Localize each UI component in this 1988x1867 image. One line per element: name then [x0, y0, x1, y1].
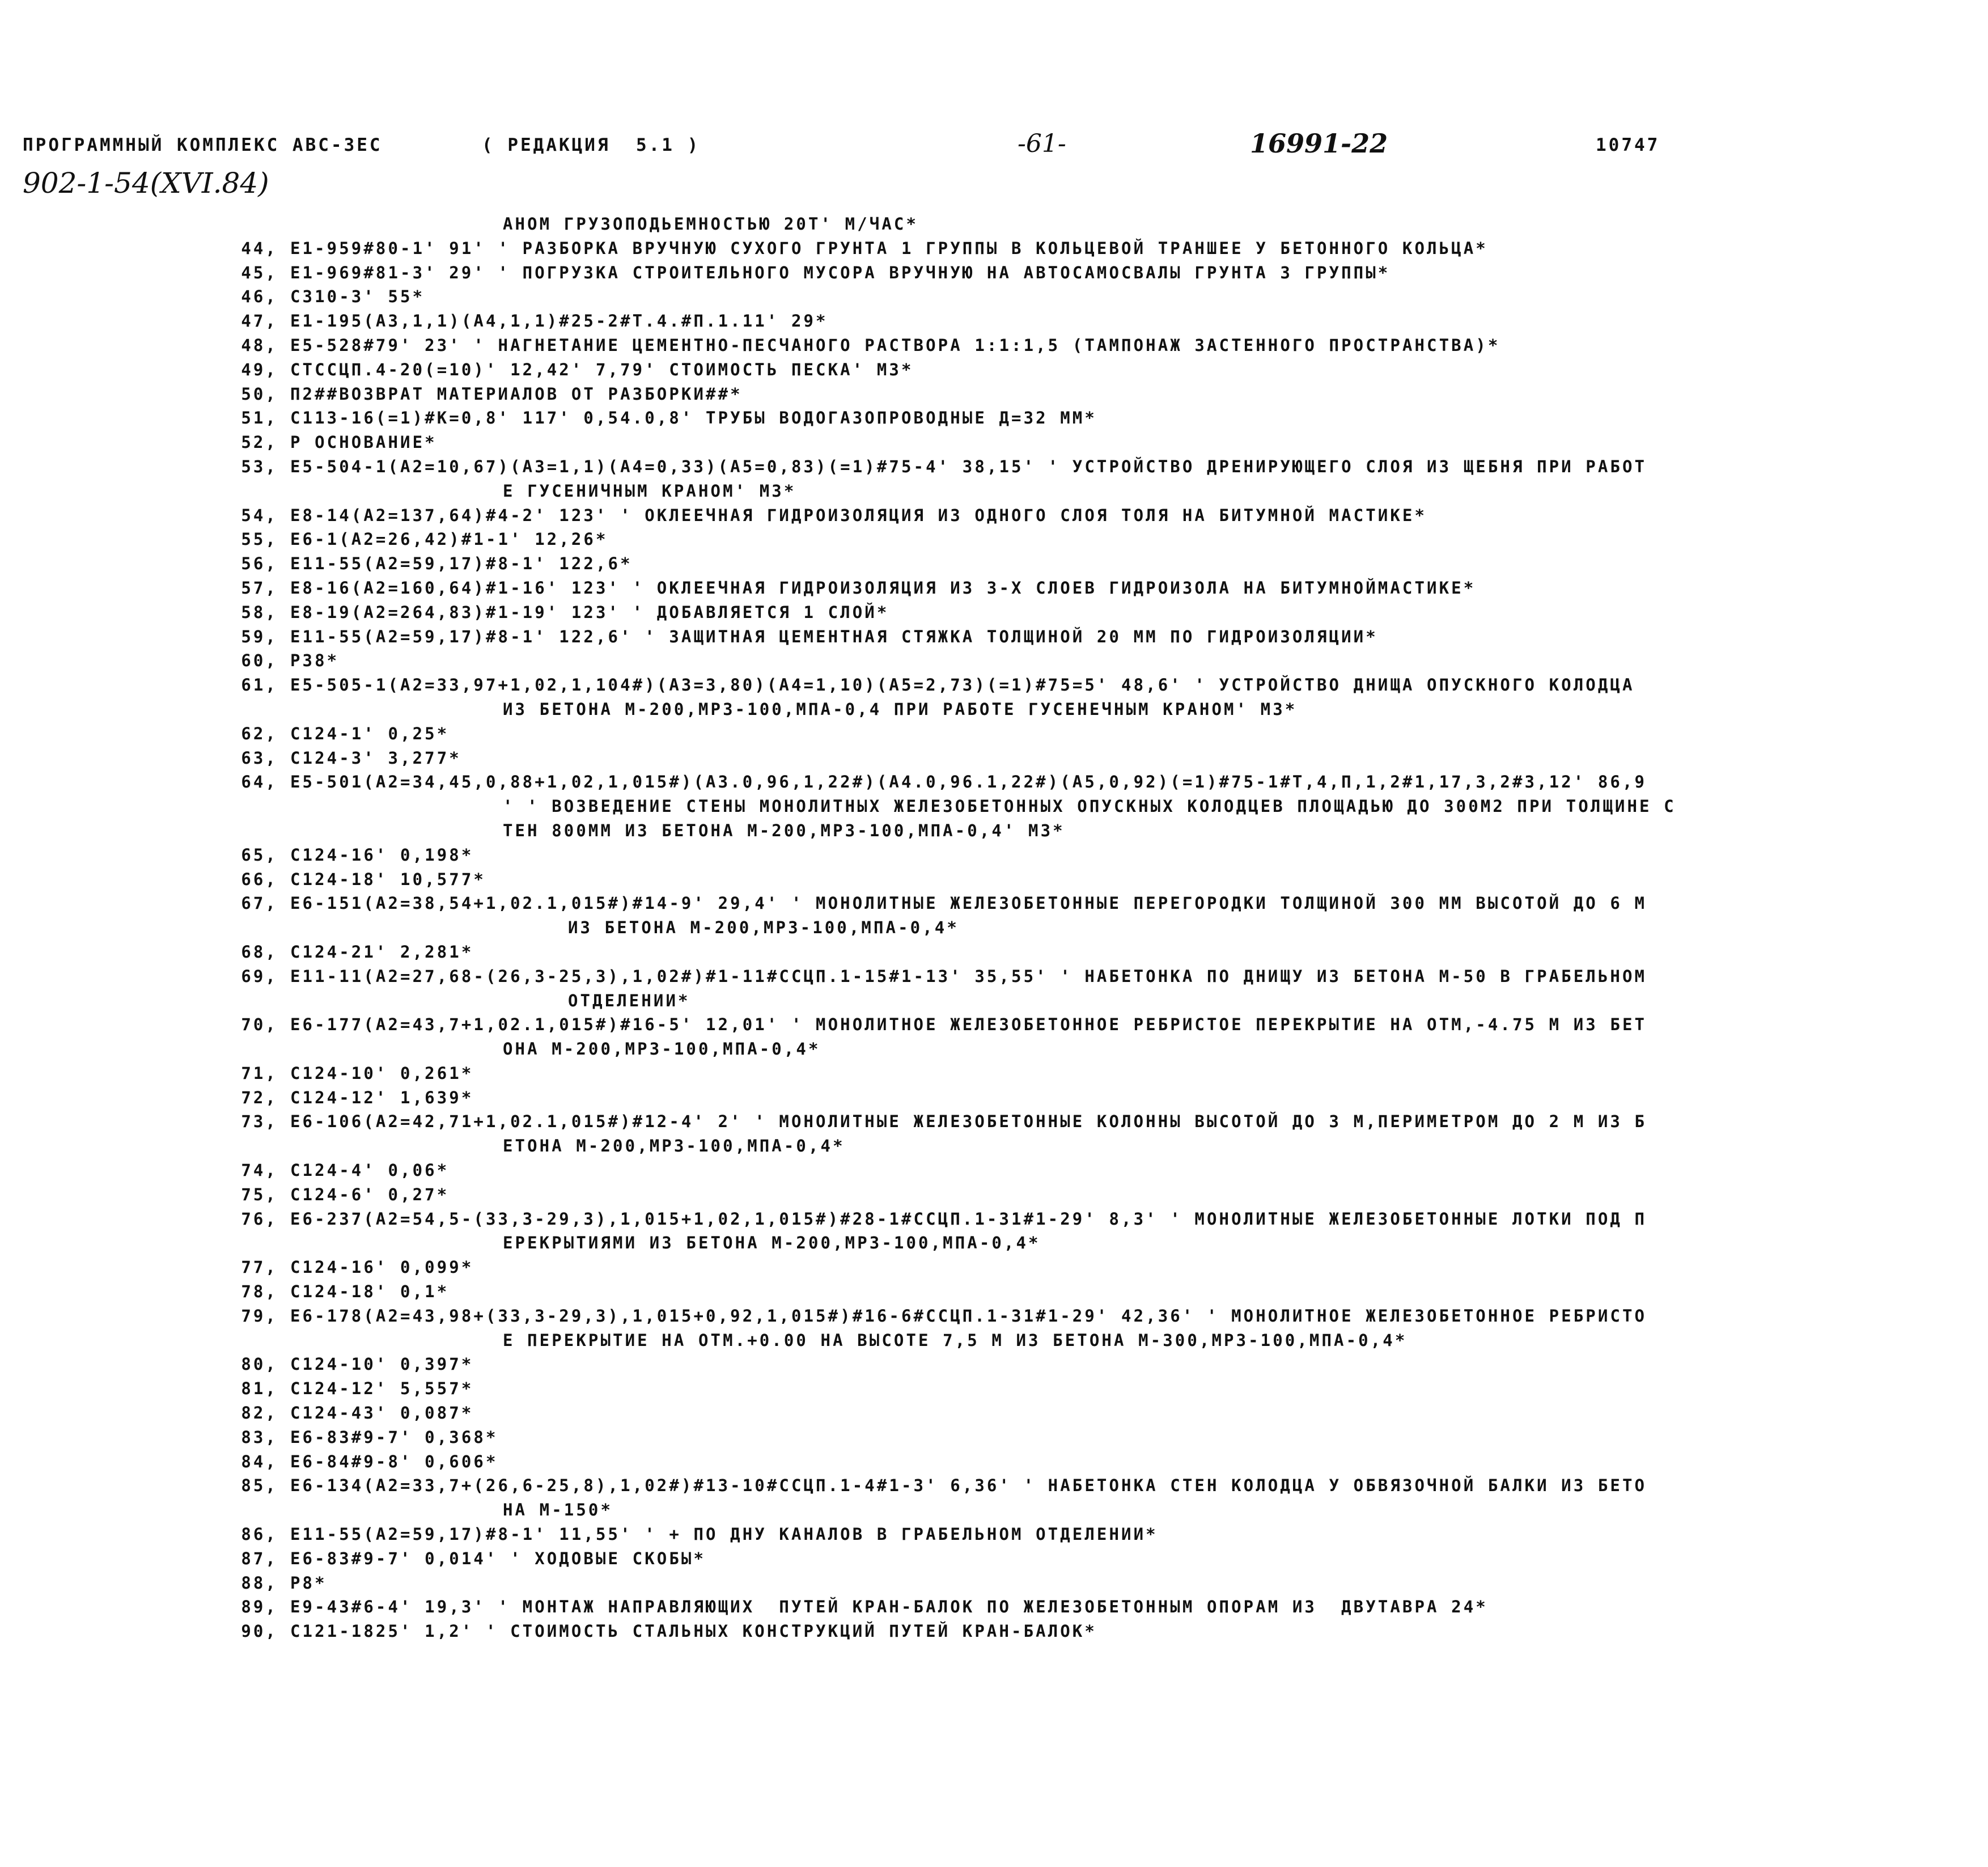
- line-text: C124-16' 0,198*: [290, 845, 474, 865]
- line-number: 53,: [241, 456, 278, 476]
- listing-line: [218, 1571, 1964, 1595]
- document-number: 16991-22: [1250, 128, 1388, 159]
- listing-line: [218, 382, 1964, 407]
- listing-line: [218, 1304, 1964, 1328]
- listing-line: [218, 455, 1964, 479]
- line-number: 88,: [241, 1573, 278, 1593]
- listing-line: [218, 1134, 1964, 1158]
- line-text: C124-6' 0,27*: [290, 1184, 450, 1204]
- listing-line: [218, 430, 1964, 455]
- line-number: 56,: [241, 554, 278, 574]
- listing-line: [218, 333, 1964, 358]
- line-text: C124-43' 0,087*: [290, 1403, 474, 1423]
- listing-line: [218, 1037, 1964, 1061]
- line-number: [218, 1498, 290, 1522]
- page-number: -61-: [1018, 129, 1066, 158]
- line-number: 50,: [241, 384, 278, 404]
- line-number: 68,: [241, 942, 278, 962]
- line-text: E6-178(A2=43,98+(33,3-29,3),1,015+0,92,1,015#)#16-6#ССЦП.1-31#1-29' 42,36' ' МОНОЛИТНОЕ ЖЕЛЕЗОБЕТОННОЕ РЕБРИСТО: [290, 1306, 1647, 1326]
- line-text: C124-10' 0,397*: [290, 1354, 474, 1374]
- line-text: C124-3' 3,277*: [290, 748, 461, 768]
- line-number: 75,: [241, 1184, 278, 1204]
- line-text: E11-55(A2=59,17)#8-1' 122,6' ' ЗАЩИТНАЯ ЦЕМЕНТНАЯ СТЯЖКА ТОЛЩИНОЙ 20 ММ ПО ГИДРОИЗОЛЯЦИИ*: [290, 626, 1378, 646]
- listing-line: [218, 1280, 1964, 1304]
- line-text: C124-16' 0,099*: [290, 1258, 474, 1277]
- line-text: E5-528#79' 23' ' НАГНЕТАНИЕ ЦЕМЕНТНО-ПЕСЧАНОГО РАСТВОРА 1:1:1,5 (ТАМПОНАЖ ЗАСТЕННОГО ПРОСТРАНСТВА)*: [290, 335, 1500, 355]
- listing-line: [218, 552, 1964, 576]
- line-text: E6-83#9-7' 0,368*: [290, 1427, 498, 1447]
- listing-line: [218, 1425, 1964, 1450]
- line-number: [218, 916, 290, 940]
- listing-line: [218, 1013, 1964, 1037]
- line-text: ' ' ВОЗВЕДЕНИЕ СТЕНЫ МОНОЛИТНЫХ ЖЕЛЕЗОБЕТОННЫХ ОПУСКНЫХ КОЛОДЦЕВ ПЛОЩАДЬЮ ДО 300М2 ПРИ ТОЛЩИНЕ С: [503, 797, 1676, 816]
- line-text: E8-19(A2=264,83)#1-19' 123' ' ДОБАВЛЯЕТСЯ 1 СЛОЙ*: [290, 602, 889, 622]
- line-number: 69,: [241, 966, 278, 986]
- line-number: 65,: [241, 845, 278, 865]
- line-number: [218, 1231, 290, 1255]
- listing-line: [218, 406, 1964, 430]
- line-number: 51,: [241, 408, 278, 428]
- line-text: CTCCЦП.4-20(=10)' 12,42' 7,79' СТОИМОСТЬ ПЕСКА' М3*: [290, 359, 914, 379]
- line-text: E8-16(A2=160,64)#1-16' 123' ' ОКЛЕЕЧНАЯ ГИДРОИЗОЛЯЦИЯ ИЗ 3-Х СЛОЕВ ГИДРОИЗОЛА НА БИТУМНОЙМАСТИКЕ*: [290, 578, 1476, 598]
- line-number: 59,: [241, 626, 278, 646]
- line-number: 57,: [241, 578, 278, 598]
- listing-line: [218, 964, 1964, 989]
- line-number: 48,: [241, 335, 278, 355]
- edition-label: ( РЕДАКЦИЯ 5.1 ): [482, 135, 701, 155]
- listing-line: [218, 527, 1964, 552]
- line-number: 62,: [241, 723, 278, 743]
- line-text: E1-969#81-3' 29' ' ПОГРУЗКА СТРОИТЕЛЬНОГО МУСОРА ВРУЧНУЮ НА АВТОСАМОСВАЛЫ ГРУНТА 3 ГРУППЫ*: [290, 263, 1391, 282]
- listing-line: [218, 819, 1964, 843]
- listing-line: [218, 1328, 1964, 1353]
- listing-line: [218, 770, 1964, 794]
- line-number: 74,: [241, 1161, 278, 1180]
- line-text: П2##ВОЗВРАТ МАТЕРИАЛОВ ОТ РАЗБОРКИ##*: [290, 384, 743, 404]
- listing-line: [218, 1474, 1964, 1498]
- line-number: 70,: [241, 1015, 278, 1035]
- line-text: E6-1(A2=26,42)#1-1' 12,26*: [290, 530, 608, 549]
- line-number: [218, 212, 290, 236]
- listing-line: [218, 1401, 1964, 1425]
- line-text: E11-55(A2=59,17)#8-1' 122,6*: [290, 554, 633, 574]
- line-text: C121-1825' 1,2' ' СТОИМОСТЬ СТАЛЬНЫХ КОНСТРУКЦИЙ ПУТЕЙ КРАН-БАЛОК*: [290, 1622, 1097, 1641]
- listing-line: [218, 794, 1964, 819]
- line-text: E8-14(A2=137,64)#4-2' 123' ' ОКЛЕЕЧНАЯ ГИДРОИЗОЛЯЦИЯ ИЗ ОДНОГО СЛОЯ ТОЛЯ НА БИТУМНОЙ МАСТИКЕ*: [290, 505, 1427, 525]
- line-text: P38*: [290, 651, 340, 671]
- line-text: E6-84#9-8' 0,606*: [290, 1451, 498, 1471]
- line-text: C124-18' 10,577*: [290, 869, 486, 889]
- line-number: 76,: [241, 1209, 278, 1229]
- listing-line: [218, 722, 1964, 746]
- line-text: E6-237(A2=54,5-(33,3-29,3),1,015+1,02,1,015#)#28-1#ССЦП.1-31#1-29' 8,3' ' МОНОЛИТНЫЕ ЖЕЛЕЗОБЕТОННЫЕ ЛОТКИ ПОД П: [290, 1209, 1647, 1229]
- listing-line: [218, 212, 1964, 236]
- line-number: [218, 794, 290, 819]
- listing-line: [218, 1255, 1964, 1280]
- listing-line: [218, 625, 1964, 649]
- line-number: [218, 479, 290, 503]
- listing-line: [218, 1231, 1964, 1255]
- listing-line: [218, 1595, 1964, 1619]
- line-text: C124-12' 1,639*: [290, 1087, 474, 1107]
- line-text: ТЕН 800ММ ИЗ БЕТОНА М-200,МРЗ-100,МПА-0,4' М3*: [503, 820, 1065, 840]
- listing-line: [218, 261, 1964, 285]
- line-number: 61,: [241, 675, 278, 695]
- line-number: 46,: [241, 287, 278, 307]
- line-number: 84,: [241, 1451, 278, 1471]
- line-number: 83,: [241, 1427, 278, 1447]
- line-text: E6-106(A2=42,71+1,02.1,015#)#12-4' 2' ' МОНОЛИТНЫЕ ЖЕЛЕЗОБЕТОННЫЕ КОЛОННЫ ВЫСОТОЙ ДО 3 М,ПЕРИМЕТРОМ ДО 2 М ИЗ Б: [290, 1112, 1647, 1132]
- line-number: 66,: [241, 869, 278, 889]
- line-number: 79,: [241, 1306, 278, 1326]
- listing-line: [218, 1498, 1964, 1522]
- line-text: ОНА М-200,МРЗ-100,МПА-0,4*: [503, 1039, 821, 1059]
- line-number: [218, 1037, 290, 1061]
- line-text: ИЗ БЕТОНА М-200,МРЗ-100,МПА-0,4*: [568, 918, 959, 938]
- listing-line: [218, 867, 1964, 892]
- listing-line: [218, 673, 1964, 697]
- line-text: C124-21' 2,281*: [290, 942, 474, 962]
- line-text: E6-134(A2=33,7+(26,6-25,8),1,02#)#13-10#ССЦП.1-4#1-3' 6,36' ' НАБЕТОНКА СТЕН КОЛОДЦА У ОБВЯЗОЧНОЙ БАЛКИ ИЗ БЕТО: [290, 1476, 1647, 1496]
- listing-line: [218, 1450, 1964, 1474]
- line-number: 89,: [241, 1597, 278, 1617]
- line-text: C124-1' 0,25*: [290, 723, 450, 743]
- line-text: E6-151(A2=38,54+1,02.1,015#)#14-9' 29,4' ' МОНОЛИТНЫЕ ЖЕЛЕЗОБЕТОННЫЕ ПЕРЕГОРОДКИ ТОЛЩИНОЙ 300 ММ ВЫСОТОЙ ДО 6 М: [290, 894, 1647, 913]
- listing-line: [218, 1377, 1964, 1401]
- line-number: 82,: [241, 1403, 278, 1423]
- listing-line: [218, 1110, 1964, 1134]
- line-number: 81,: [241, 1379, 278, 1399]
- line-text: E9-43#6-4' 19,3' ' МОНТАЖ НАПРАВЛЯЮЩИХ ПУТЕЙ КРАН-БАЛОК ПО ЖЕЛЕЗОБЕТОННЫМ ОПОРАМ ИЗ ДВУТАВРА 24*: [290, 1597, 1488, 1617]
- line-number: 80,: [241, 1354, 278, 1374]
- listing-line: [218, 503, 1964, 528]
- line-number: [218, 989, 290, 1013]
- line-text: ОТДЕЛЕНИИ*: [568, 990, 690, 1010]
- listing-line: [218, 916, 1964, 940]
- listing-line: [218, 649, 1964, 673]
- line-number: 55,: [241, 530, 278, 549]
- listing-line: [218, 940, 1964, 964]
- listing-line: [218, 697, 1964, 722]
- listing-line: [218, 1207, 1964, 1231]
- line-number: [218, 1134, 290, 1158]
- line-number: 72,: [241, 1087, 278, 1107]
- line-text: ЕРЕКРЫТИЯМИ ИЗ БЕТОНА М-200,МРЗ-100,МПА-0,4*: [503, 1233, 1041, 1253]
- line-text: E5-505-1(A2=33,97+1,02,1,104#)(A3=3,80)(A4=1,10)(A5=2,73)(=1)#75=5' 48,6' ' УСТРОЙСТВО ДНИЩА ОПУСКНОГО КОЛОДЦА: [290, 675, 1635, 695]
- listing-line: [218, 358, 1964, 382]
- line-text: C124-18' 0,1*: [290, 1282, 450, 1302]
- line-number: 71,: [241, 1063, 278, 1083]
- line-text: E6-177(A2=43,7+1,02.1,015#)#16-5' 12,01' ' МОНОЛИТНОЕ ЖЕЛЕЗОБЕТОННОЕ РЕБРИСТОЕ ПЕРЕКРЫТИЕ НА ОТМ,-4.75 М ИЗ БЕТ: [290, 1015, 1647, 1035]
- listing-line: [218, 1183, 1964, 1207]
- line-text: C124-12' 5,557*: [290, 1379, 474, 1399]
- line-text: ИЗ БЕТОНА М-200,МРЗ-100,МПА-0,4 ПРИ РАБОТЕ ГУСЕНЕЧНЫМ КРАНОМ' М3*: [503, 699, 1298, 719]
- listing-line: [218, 1086, 1964, 1110]
- listing-line: [218, 891, 1964, 916]
- line-number: 64,: [241, 772, 278, 792]
- line-text: E11-11(A2=27,68-(26,3-25,3),1,02#)#1-11#ССЦП.1-15#1-13' 35,55' ' НАБЕТОНКА ПО ДНИЩУ ИЗ БЕТОНА М-50 В ГРАБЕЛЬНОМ: [290, 966, 1647, 986]
- line-text: E1-195(A3,1,1)(A4,1,1)#25-2#T.4.#П.1.11' 29*: [290, 311, 828, 331]
- line-number: 86,: [241, 1525, 278, 1544]
- handwritten-stamp: 902-1-54(XVI.84): [23, 167, 269, 200]
- listing-line: [218, 1061, 1964, 1086]
- line-number: 44,: [241, 238, 278, 258]
- listing-line: [218, 1619, 1964, 1644]
- line-number: 85,: [241, 1476, 278, 1496]
- line-number: 73,: [241, 1112, 278, 1132]
- line-number: 49,: [241, 359, 278, 379]
- line-text: E1-959#80-1' 91' ' РАЗБОРКА ВРУЧНУЮ СУХОГО ГРУНТА 1 ГРУППЫ В КОЛЬЦЕВОЙ ТРАНШЕЕ У БЕТОННОГО КОЛЬЦА*: [290, 238, 1488, 258]
- listing-line: [218, 1352, 1964, 1377]
- line-number: 90,: [241, 1622, 278, 1641]
- listing-line: [218, 843, 1964, 867]
- line-number: 58,: [241, 602, 278, 622]
- line-text: АНОМ ГРУЗОПОДЬЕМНОСТЬЮ 20Т' М/ЧАС*: [503, 214, 919, 234]
- line-text: E6-83#9-7' 0,014' ' ХОДОВЫЕ СКОБЫ*: [290, 1548, 706, 1568]
- line-text: ЕТОНА М-200,МРЗ-100,МПА-0,4*: [503, 1136, 845, 1156]
- listing-line: [218, 1547, 1964, 1571]
- line-number: 63,: [241, 748, 278, 768]
- line-text: C124-10' 0,261*: [290, 1063, 474, 1083]
- line-number: 45,: [241, 263, 278, 282]
- listing-line: [218, 309, 1964, 333]
- line-text: E5-504-1(A2=10,67)(A3=1,1)(A4=0,33)(A5=0,83)(=1)#75-4' 38,15' ' УСТРОЙСТВО ДРЕНИРУЮЩЕГО СЛОЯ ИЗ ЩЕБНЯ ПРИ РАБОТ: [290, 456, 1647, 476]
- listing-line: [218, 285, 1964, 309]
- line-text: C310-3' 55*: [290, 287, 425, 307]
- line-number: 52,: [241, 433, 278, 452]
- document-code: 10747: [1596, 135, 1660, 155]
- line-text: Е ГУСЕНИЧНЫМ КРАНОМ' М3*: [503, 481, 796, 501]
- listing-line: [218, 746, 1964, 770]
- line-text: E5-501(A2=34,45,0,88+1,02,1,015#)(A3.0,96,1,22#)(A4.0,96.1,22#)(A5,0,92)(=1)#75-1#T,4,П,1,2#1,17,3,2#3,12' 86,9: [290, 772, 1647, 792]
- line-text: НА М-150*: [503, 1500, 613, 1520]
- line-text: P ОСНОВАНИЕ*: [290, 433, 437, 452]
- line-number: 54,: [241, 505, 278, 525]
- line-number: [218, 1328, 290, 1353]
- line-text: C124-4' 0,06*: [290, 1161, 450, 1180]
- listing-line: [218, 236, 1964, 261]
- listing-line: [218, 576, 1964, 600]
- line-number: [218, 819, 290, 843]
- listing-line: [218, 1158, 1964, 1183]
- line-number: [218, 697, 290, 722]
- line-number: 77,: [241, 1258, 278, 1277]
- line-number: 60,: [241, 651, 278, 671]
- line-text: E11-55(A2=59,17)#8-1' 11,55' ' + ПО ДНУ КАНАЛОВ В ГРАБЕЛЬНОМ ОТДЕЛЕНИИ*: [290, 1525, 1158, 1544]
- listing-line: [218, 1522, 1964, 1547]
- listing-line: [218, 600, 1964, 625]
- line-number: 67,: [241, 894, 278, 913]
- line-text: Е ПЕРЕКРЫТИЕ НА ОТМ.+0.00 НА ВЫСОТЕ 7,5 М ИЗ БЕТОНА М-300,МРЗ-100,МПА-0,4*: [503, 1330, 1408, 1350]
- line-number: 47,: [241, 311, 278, 331]
- program-title: ПРОГРАММНЫЙ КОМПЛЕКС АВС-3ЕС: [23, 135, 383, 155]
- listing-line: [218, 989, 1964, 1013]
- listing-line: [218, 479, 1964, 503]
- line-text: C113-16(=1)#K=0,8' 117' 0,54.0,8' ТРУБЫ ВОДОГАЗОПРОВОДНЫЕ Д=32 ММ*: [290, 408, 1097, 428]
- listing: [218, 212, 1964, 1644]
- line-number: 78,: [241, 1282, 278, 1302]
- line-text: P8*: [290, 1573, 327, 1593]
- line-number: 87,: [241, 1548, 278, 1568]
